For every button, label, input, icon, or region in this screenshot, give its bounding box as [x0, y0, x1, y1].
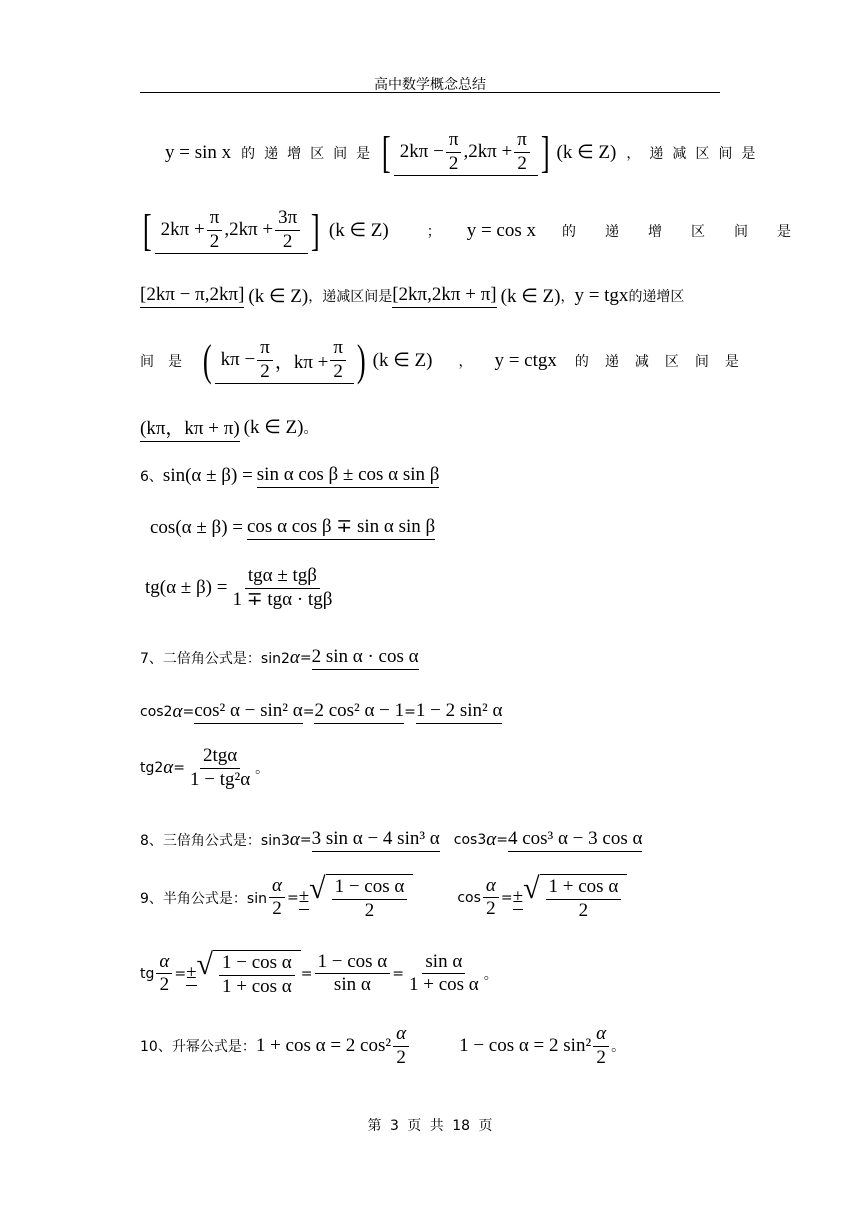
- num: π: [257, 338, 273, 361]
- sqrt-tg-half: [197, 950, 301, 998]
- k-in-z: (k ∈ Z): [328, 220, 389, 242]
- s6-sin: [140, 464, 439, 488]
- equals: =: [302, 704, 315, 720]
- interval-tg-inc: [215, 338, 354, 384]
- alpha: α: [486, 829, 497, 850]
- num: π: [446, 130, 462, 153]
- equals: =: [500, 889, 513, 906]
- s7-sin2: [140, 646, 419, 670]
- formula-y-ctg: y = ctgx: [494, 349, 557, 371]
- den: 2: [578, 899, 589, 921]
- num: α: [485, 874, 496, 896]
- interval-part: ,2kπ +: [463, 141, 513, 163]
- den: 1 − tg²α: [190, 768, 251, 790]
- num: sin α: [422, 952, 465, 975]
- fraction: [219, 953, 295, 998]
- s6-tg: [145, 566, 337, 611]
- den: 2: [333, 360, 343, 382]
- radical-sign: √: [196, 948, 214, 981]
- alpha: α: [289, 829, 300, 850]
- interval-sin-inc: [394, 130, 538, 176]
- line-cos-tg: [140, 284, 684, 308]
- s9-cos-label: cos: [457, 889, 481, 906]
- formula-y-tg: y = tgx: [574, 285, 629, 306]
- interval-cos-inc: [2kπ − π,2kπ]: [140, 284, 244, 308]
- s6-cos: [150, 515, 435, 540]
- fraction-alpha-2: [483, 876, 499, 921]
- den: 2: [517, 152, 527, 174]
- paren-right: ): [356, 335, 366, 385]
- equals: =: [392, 965, 404, 982]
- text-interval: 间是: [140, 353, 196, 370]
- fraction-alpha-2: [156, 952, 172, 997]
- s8-cos3-formula: 4 cos³ α − 3 cos α: [508, 828, 642, 852]
- interval-cos-dec: [2kπ,2kπ + π]: [392, 284, 496, 308]
- equals: =: [496, 832, 508, 848]
- alpha: α: [172, 701, 183, 722]
- radical-sign: √: [523, 872, 540, 905]
- den: 2: [260, 360, 270, 382]
- k-in-z: (k ∈ Z): [243, 417, 304, 438]
- s6-tg-left: tg(α ± β) =: [145, 577, 228, 599]
- s6-number: 6、: [140, 469, 163, 485]
- period: 。: [483, 966, 498, 983]
- comma: ，: [458, 353, 473, 370]
- num: π: [514, 130, 530, 153]
- line-tg-ctg: [140, 335, 755, 385]
- s7-cos2-label: cos2: [140, 704, 173, 720]
- interval-part: kπ −: [220, 349, 256, 371]
- s7-sin2-formula: 2 sin α · cos α: [312, 646, 419, 670]
- den: 2: [209, 230, 220, 252]
- s7-cos2: [140, 700, 502, 724]
- num: 3π: [275, 208, 300, 231]
- text-increasing: 的递增区间是: [561, 223, 820, 240]
- num: π: [330, 338, 346, 361]
- fraction: [546, 877, 622, 922]
- s9-label: 9、半角公式是：sin: [140, 890, 267, 907]
- s9-tg-label: tg: [140, 965, 155, 982]
- num: 1 + cos α: [546, 877, 622, 900]
- den: 2: [282, 230, 293, 252]
- den: 2: [596, 1046, 606, 1068]
- num: 2tgα: [200, 746, 240, 769]
- k-in-z: (k ∈ Z): [556, 142, 617, 164]
- s9-tg-half: [140, 950, 498, 998]
- den: 1 + cos α: [408, 974, 479, 996]
- fraction-pi-2: [514, 130, 530, 175]
- bracket-right: ]: [540, 127, 550, 177]
- den: 2: [396, 1046, 406, 1068]
- plus-minus: ±: [513, 886, 523, 910]
- s8-label: 8、三倍角公式是：sin3: [140, 833, 290, 849]
- line-ctg-interval: [140, 413, 317, 442]
- num: tgα ± tgβ: [245, 566, 320, 589]
- fraction-3pi-2: [275, 208, 300, 253]
- s10-label: 10、升幂公式是：: [140, 1039, 256, 1056]
- interval-part: 2kπ −: [399, 141, 444, 163]
- num: 1 − cos α: [219, 953, 295, 976]
- period: 。: [255, 761, 270, 778]
- k-in-z: (k ∈ Z): [248, 285, 309, 307]
- fraction-pi-2: [207, 208, 223, 253]
- s7-cos2-c: 1 − 2 sin² α: [416, 700, 503, 724]
- num: 1 − cos α: [315, 952, 391, 975]
- s10-formula-2: 1 − cos α = 2 sin²: [459, 1035, 592, 1057]
- plus-minus: ±: [299, 886, 309, 910]
- bracket-left: [: [382, 127, 391, 177]
- s7-label: 7、二倍角公式是：sin2: [140, 651, 290, 667]
- header-rule: [140, 92, 720, 93]
- plus-minus: ±: [186, 962, 196, 986]
- interval-ctg-dec: (kπ，kπ + π): [140, 413, 240, 442]
- equals: =: [182, 704, 195, 720]
- den: 2: [272, 898, 282, 920]
- num: α: [596, 1023, 607, 1044]
- text-increasing: 的递增区: [628, 289, 685, 305]
- period: 。: [611, 1039, 626, 1056]
- fraction-alpha-2: [393, 1024, 409, 1069]
- equals: =: [174, 965, 187, 982]
- alpha: α: [289, 647, 300, 668]
- s7-tg2: [140, 746, 269, 791]
- equals: =: [286, 889, 299, 906]
- k-in-z: (k ∈ Z): [500, 285, 561, 307]
- den: 2: [448, 152, 459, 174]
- text-increasing: 的递增区间是: [241, 145, 380, 162]
- s8-triple: [140, 828, 642, 852]
- s6-cos-right: cos α cos β ∓ sin α sin β: [247, 515, 435, 540]
- interval-part: ,2kπ +: [224, 219, 274, 241]
- fraction: [332, 877, 408, 922]
- fraction-pi-2: [257, 338, 273, 383]
- equals: =: [299, 650, 312, 666]
- period: 。: [303, 420, 318, 437]
- fraction-pi-2: [330, 338, 346, 383]
- interval-part: 2kπ +: [160, 219, 205, 241]
- text-decreasing: ，递减区间是: [626, 145, 765, 162]
- formula-y-sin: y = sin x: [165, 141, 232, 163]
- den: 1 ∓ tgα · tgβ: [232, 588, 333, 610]
- sqrt-sin-half: [309, 874, 413, 922]
- equals: =: [173, 760, 186, 777]
- s9-half: [140, 874, 627, 922]
- s7-cos2-b: 2 cos² α − 1: [314, 700, 404, 724]
- num: α: [396, 1023, 407, 1044]
- page-footer: 第 3 页 共 18 页: [367, 1118, 493, 1134]
- radical-sign: √: [309, 872, 326, 905]
- paren-left: (: [202, 335, 212, 385]
- interval-part: ，kπ +: [274, 351, 329, 373]
- s8-sin3-formula: 3 sin α − 4 sin³ α: [312, 828, 440, 852]
- k-in-z: (k ∈ Z): [372, 350, 433, 372]
- fraction: [315, 952, 391, 997]
- text-decreasing: 的递减区间是: [574, 353, 755, 370]
- den: 2: [486, 898, 496, 920]
- s6-cos-left: cos(α ± β) =: [150, 516, 243, 538]
- interval-sin-dec: [155, 208, 309, 254]
- num: α: [271, 874, 282, 896]
- den: sin α: [333, 974, 371, 996]
- num: π: [207, 208, 223, 231]
- fraction-alpha-2: [593, 1024, 609, 1069]
- semicolon: ；: [426, 223, 441, 240]
- page-header: 高中数学概念总结: [374, 77, 486, 93]
- equals: =: [404, 704, 416, 720]
- line-sin-intervals: [165, 127, 765, 177]
- bracket-right: ]: [311, 205, 320, 255]
- num: 1 − cos α: [332, 877, 408, 900]
- fraction-alpha-2: [269, 876, 285, 921]
- s10-formula-1: 1 + cos α = 2 cos²: [255, 1035, 392, 1057]
- line-cos-intervals: [140, 205, 820, 255]
- equals: =: [299, 832, 312, 848]
- s6-tg-fraction: [229, 566, 335, 611]
- alpha: α: [163, 757, 174, 779]
- s7-tg2-label: tg2: [140, 760, 164, 777]
- equals: =: [300, 965, 313, 982]
- bracket-left: [: [142, 205, 152, 255]
- s7-cos2-a: cos² α − sin² α: [194, 700, 303, 724]
- s6-sin-left: sin(α ± β) =: [162, 465, 253, 486]
- s7-tg2-fraction: [187, 746, 253, 791]
- den: 1 + cos α: [222, 975, 292, 997]
- text-decreasing: ，递减区间是: [308, 289, 393, 305]
- sqrt-cos-half: [523, 874, 627, 922]
- den: 2: [364, 899, 375, 921]
- fraction-pi-2: [446, 130, 462, 175]
- den: 2: [159, 974, 170, 996]
- s10-power: [140, 1024, 625, 1069]
- num: α: [159, 950, 170, 972]
- s6-sin-right: sin α cos β ± cos α sin β: [257, 464, 440, 488]
- comma: ，: [560, 289, 575, 305]
- s8-cos3-label: cos3: [453, 832, 487, 848]
- formula-y-cos: y = cos x: [466, 219, 536, 241]
- fraction: [406, 952, 482, 997]
